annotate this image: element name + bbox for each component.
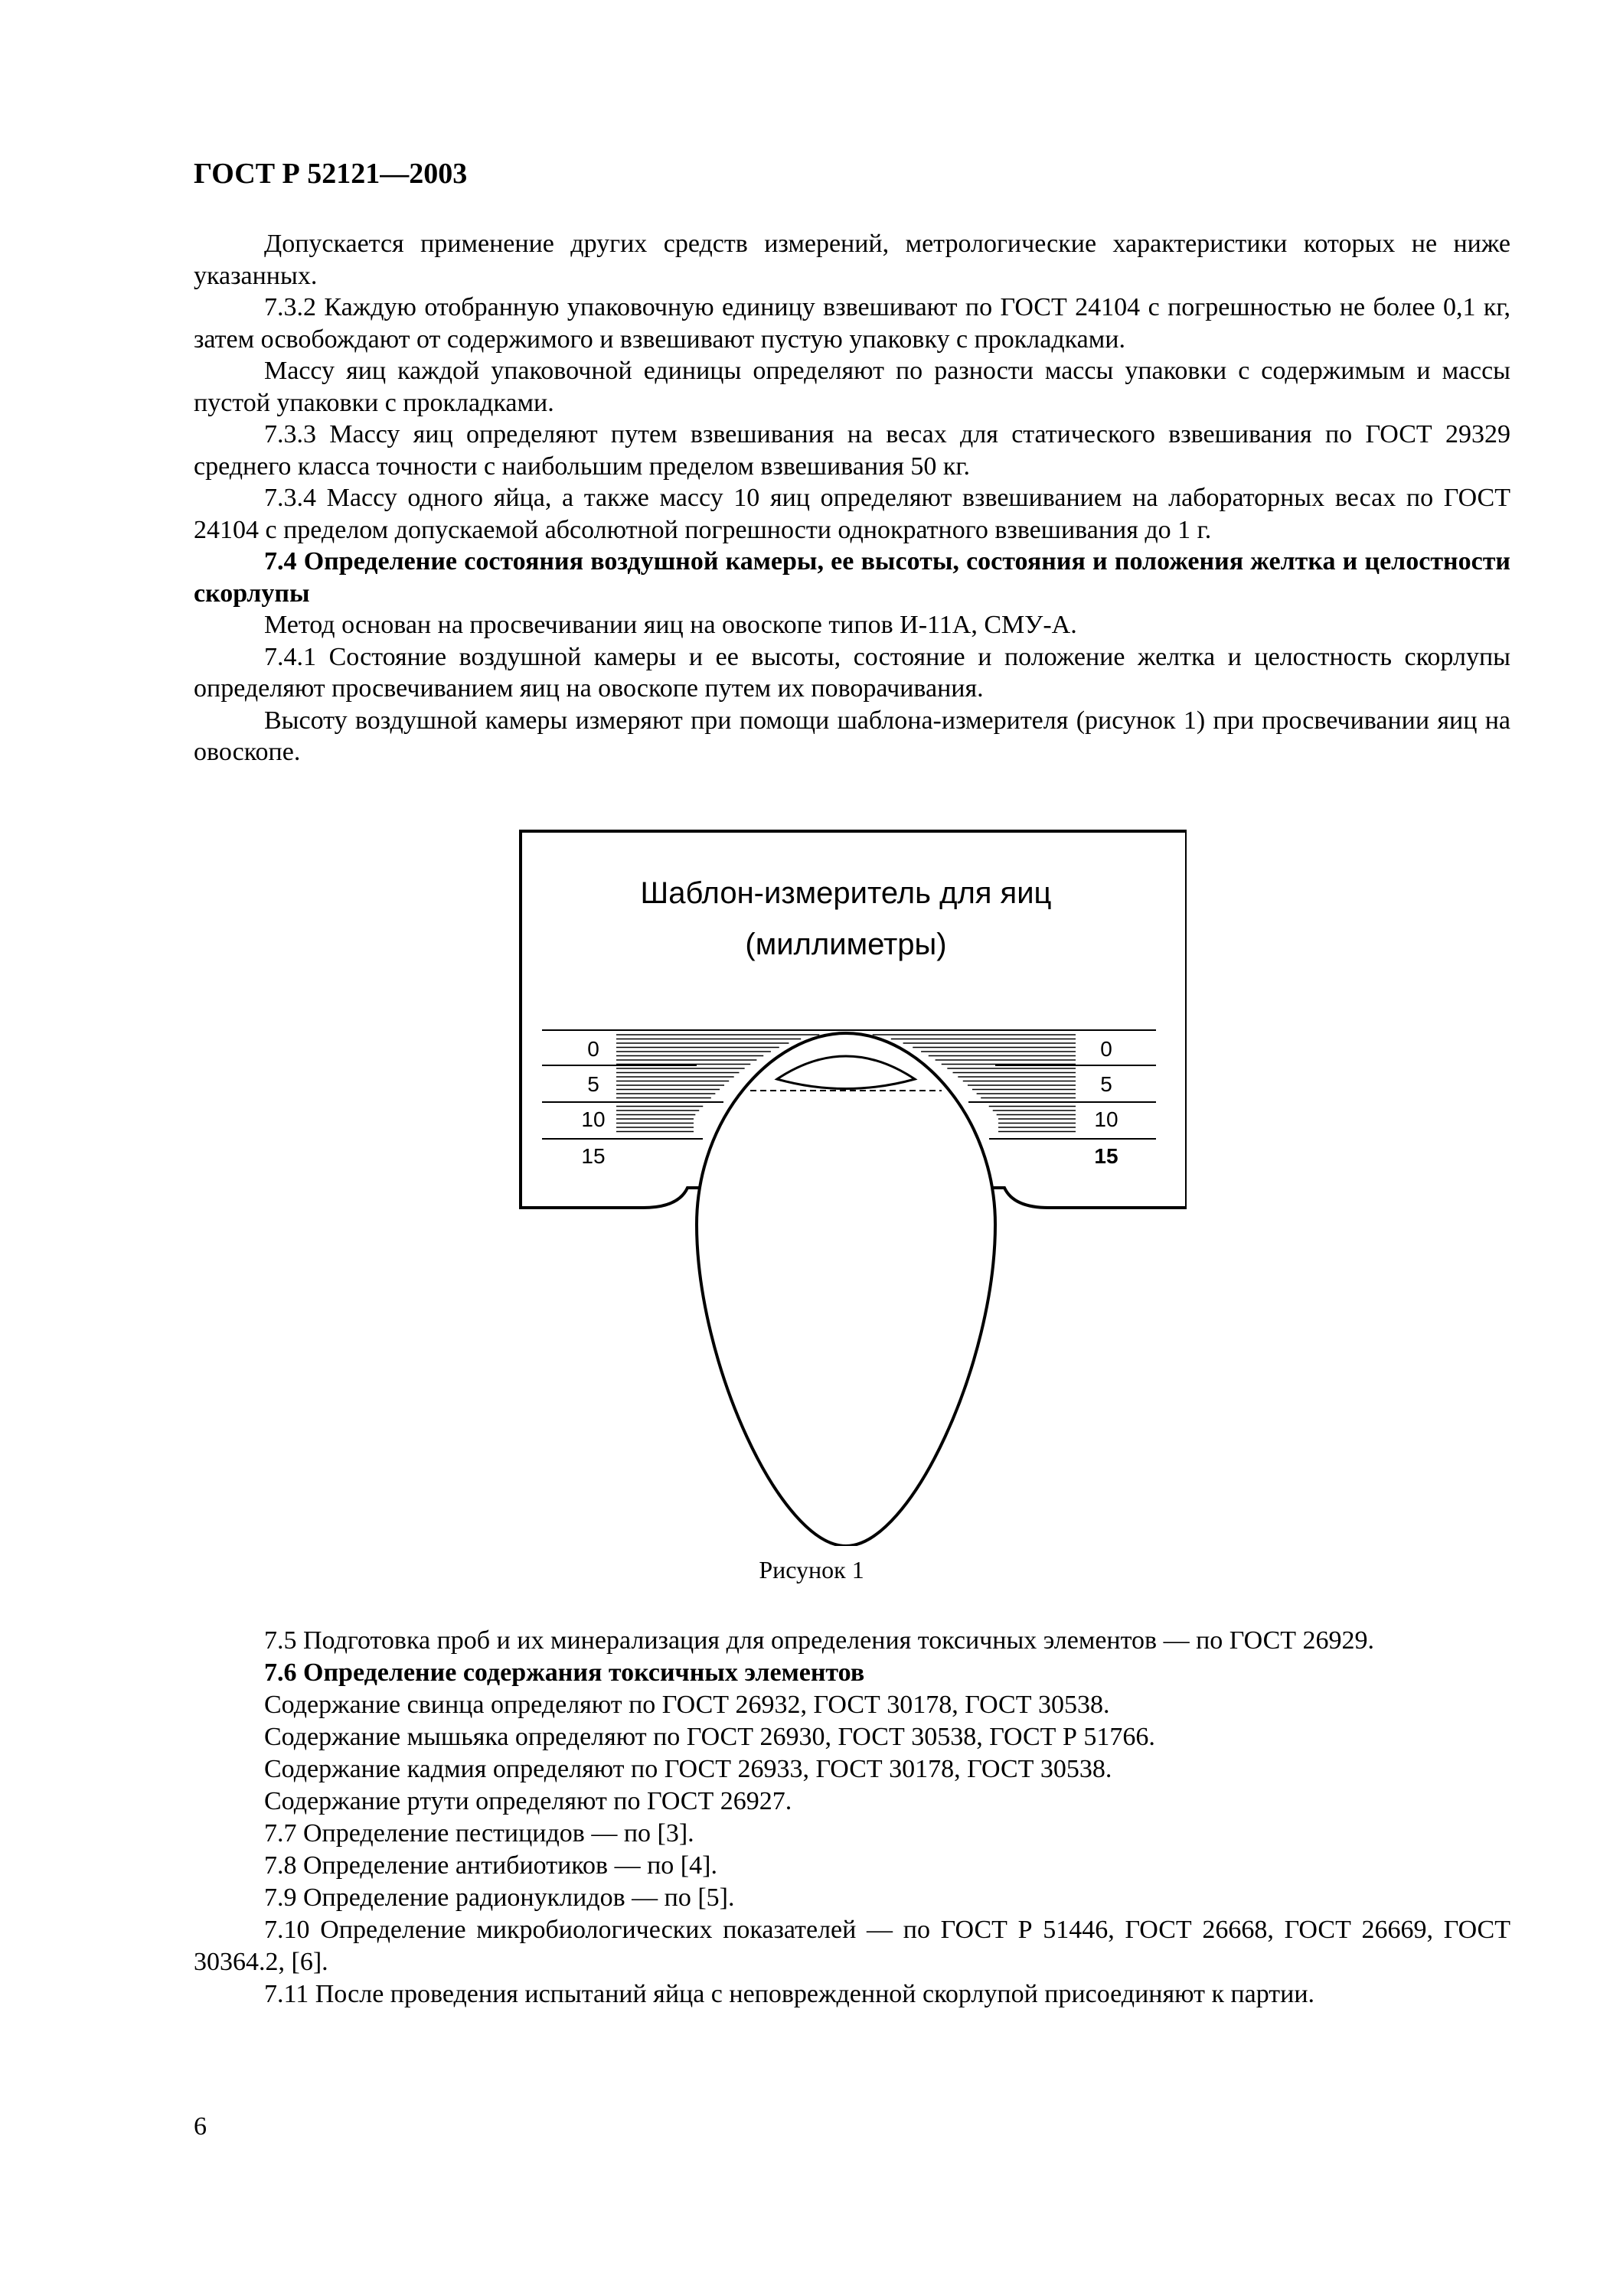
scale-label-left: 10	[581, 1107, 606, 1131]
egg-template-diagram	[505, 827, 1187, 1546]
scale-label-left: 5	[587, 1072, 599, 1096]
figure-title-line1: Шаблон-измеритель для яиц	[640, 876, 1052, 910]
body-text-top	[194, 228, 1510, 768]
paragraph: Содержание кадмия определяют по ГОСТ 26933, ГОСТ 30178, ГОСТ 30538.	[264, 1755, 1112, 1783]
document-header: ГОСТ Р 52121—2003	[194, 158, 468, 190]
figure-title-line2: (миллиметры)	[745, 928, 947, 961]
paragraph-7-11: 7.11 После проведения испытаний яйца с неповрежденной скорлупой присоединяют к партии.	[264, 1980, 1315, 2008]
paragraph: Высоту воздушной камеры измеряют при помощи шаблона-измерителя (рисунок 1) при просвечивании яиц на овоскопе.	[194, 706, 1510, 766]
paragraph-7-7: 7.7 Определение пестицидов — по [3].	[264, 1819, 694, 1848]
paragraph-7-8: 7.8 Определение антибиотиков — по [4].	[264, 1851, 717, 1880]
page-number: 6	[194, 2112, 207, 2141]
paragraph: Содержание мышьяка определяют по ГОСТ 26930, ГОСТ 30538, ГОСТ Р 51766.	[264, 1723, 1155, 1751]
paragraph-7-9: 7.9 Определение радионуклидов — по [5].	[264, 1883, 735, 1912]
paragraph-7-4-1: 7.4.1 Состояние воздушной камеры и ее высоты, состояние и положение желтка и целостность скорлупы определяют просвечиванием яиц на овоскопе путем их поворачивания.	[194, 642, 1510, 703]
body-text-bottom	[194, 1625, 1510, 2011]
paragraph-7-10: 7.10 Определение микробиологических показателей — по ГОСТ Р 51446, ГОСТ 26668, ГОСТ 26669, ГОСТ 30364.2, [6].	[194, 1916, 1510, 1976]
paragraph: Содержание ртути определяют по ГОСТ 26927.	[264, 1787, 792, 1815]
scale-label-right: 0	[1100, 1037, 1112, 1061]
paragraph-7-3-3: 7.3.3 Массу яиц определяют путем взвешивания на весах для статического взвешивания по ГОСТ 29329 среднего класса точности с наибольшим пределом взвешивания 50 кг.	[194, 420, 1510, 481]
scale-label-left: 0	[587, 1037, 599, 1061]
paragraph: Содержание свинца определяют по ГОСТ 26932, ГОСТ 30178, ГОСТ 30538.	[264, 1691, 1110, 1719]
section-heading-7-4: 7.4 Определение состояния воздушной камеры, ее высоты, состояния и положения желтка и целостности скорлупы	[194, 547, 1510, 608]
paragraph-7-3-2: 7.3.2 Каждую отобранную упаковочную единицу взвешивают по ГОСТ 24104 с погрешностью не более 0,1 кг, затем освобождают от содержимого и взвешивают пустую упаковку с прокладками.	[194, 293, 1510, 354]
paragraph: Допускается применение других средств измерений, метрологические характеристики которых не ниже указанных.	[194, 230, 1510, 290]
scale-label-left: 15	[581, 1144, 606, 1168]
paragraph-7-5: 7.5 Подготовка проб и их минерализация для определения токсичных элементов — по ГОСТ 26929.	[264, 1626, 1375, 1655]
paragraph-7-3-4: 7.3.4 Массу одного яйца, а также массу 10 яиц определяют взвешиванием на лабораторных весах по ГОСТ 24104 с пределом допускаемой абсолютной погрешности однократного взвешивания до 1 г.	[194, 484, 1510, 544]
figure-caption: Рисунок 1	[759, 1556, 864, 1583]
egg-outline	[697, 1033, 995, 1546]
section-heading-7-6: 7.6 Определение содержания токсичных элементов	[264, 1658, 865, 1687]
egg-template-figure	[505, 827, 1187, 1546]
paragraph: Метод основан на просвечивании яиц на овоскопе типов И-11А, СМУ-А.	[264, 611, 1077, 639]
paragraph: Массу яиц каждой упаковочной единицы определяют по разности массы упаковки с содержимым и массы пустой упаковки с прокладками.	[194, 357, 1510, 417]
scale-label-right: 10	[1094, 1107, 1118, 1131]
scale-label-right: 5	[1100, 1072, 1112, 1096]
scale-label-right: 15	[1094, 1144, 1118, 1168]
